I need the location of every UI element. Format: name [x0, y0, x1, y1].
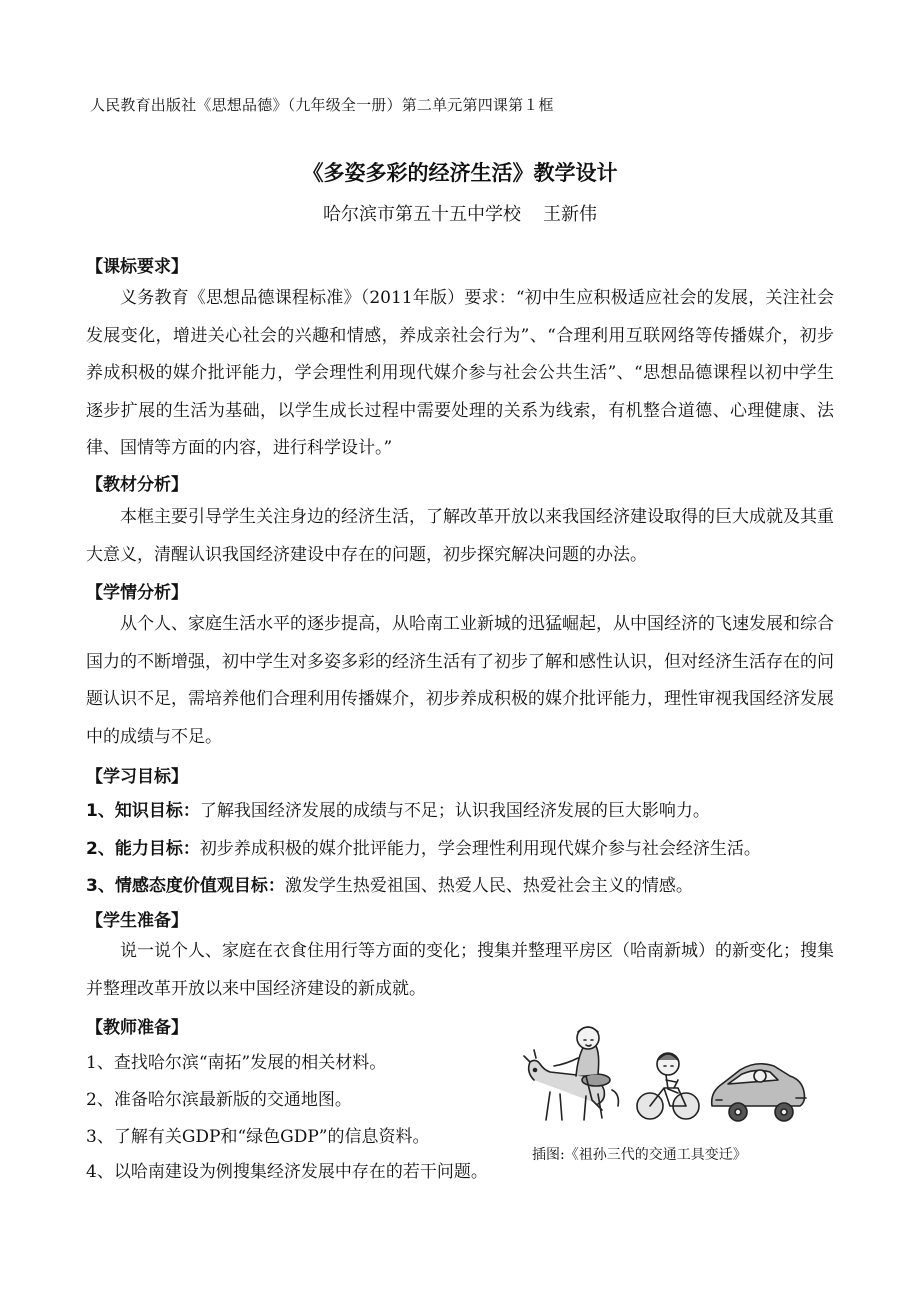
author-name: 王新伟: [543, 204, 597, 225]
teacher-prep-item: 2、准备哈尔滨最新版的交通地图。: [86, 1090, 352, 1110]
document-title: 《多姿多彩的经济生活》教学设计: [302, 161, 618, 185]
student-prep-paragraph: 说一说个人、家庭在衣食住用行等方面的变化；搜集并整理平房区（哈南新城）的新变化；搜集并整理改革开放以来中国经济建设的新成就。: [86, 941, 834, 999]
author-line: [0, 200, 920, 226]
section-heading-students: 【学情分析】: [86, 583, 188, 603]
goal-label: 3、情感态度价值观目标：: [86, 876, 285, 896]
car-icon: [712, 1064, 806, 1121]
goal-item: [86, 871, 693, 896]
teacher-prep-item: 1、查找哈尔滨“南拓”发展的相关材料。: [86, 1053, 387, 1073]
teacher-prep-item: 4、以哈南建设为例搜集经济发展中存在的若干问题。: [86, 1162, 488, 1182]
textbook-paragraph: 本框主要引导学生关注身边的经济生活，了解改革开放以来我国经济建设取得的巨大成就及其重大意义，清醒认识我国经济建设中存在的问题，初步探究解决问题的办法。: [86, 507, 834, 565]
curriculum-paragraph: 义务教育《思想品德课程标准》（2011年版）要求：“初中生应积极适应社会的发展，关注社会发展变化，增进关心社会的兴趣和情感，养成亲社会行为”、“合理利用互联网络等传播媒介，初步养成积极的媒介批评能力，学会理性利用现代媒介参与社会公共生活”、“思想品德课程以初中学生逐步扩展的生活为基础，以学生成长过程中需要处理的关系为线索，有机整合道德、心理健康、法律、国情等方面的内容，进行科学设计。”: [86, 288, 834, 458]
goal-item: [86, 796, 710, 821]
goal-label: 2、能力目标：: [86, 839, 200, 859]
goal-item: [86, 834, 761, 859]
students-paragraph: 从个人、家庭生活水平的逐步提高，从哈南工业新城的迅猛崛起，从中国经济的飞速发展和综合国力的不断增强，初中学生对多姿多彩的经济生活有了初步了解和感性认识，但对经济生活存在的问题认识不足，需培养他们合理利用传播媒介，初步养成积极的媒介批评能力，理性审视我国经济发展中的成绩与不足。: [86, 614, 834, 747]
teacher-prep-item: 3、了解有关GDP和“绿色GDP”的信息资料。: [86, 1127, 430, 1147]
author-school: 哈尔滨市第五十五中学校: [323, 204, 521, 225]
publisher-line: 人民教育出版社《思想品德》（九年级全一册）第二单元第四课第１框: [90, 96, 554, 114]
section-heading-goals: 【学习目标】: [86, 767, 188, 787]
section-heading-curriculum: 【课标要求】: [86, 257, 188, 277]
section-heading-teacher-prep: 【教师准备】: [86, 1018, 188, 1038]
goal-label: 1、知识目标：: [86, 801, 200, 821]
goal-text: 了解我国经济发展的成绩与不足；认识我国经济发展的巨大影响力。: [199, 801, 710, 821]
section-heading-student-prep: 【学生准备】: [86, 911, 188, 931]
horse-rider-icon: [524, 1027, 618, 1120]
transport-illustration: [516, 1018, 808, 1136]
goal-text: 初步养成积极的媒介批评能力，学会理性利用现代媒介参与社会经济生活。: [199, 839, 761, 859]
section-heading-textbook: 【教材分析】: [86, 475, 188, 495]
figure-caption: 插图:《祖孙三代的交通工具变迁》: [532, 1147, 747, 1163]
goal-text: 激发学生热爱祖国、热爱人民、热爱社会主义的情感。: [284, 876, 693, 896]
bicycle-rider-icon: [637, 1053, 699, 1119]
